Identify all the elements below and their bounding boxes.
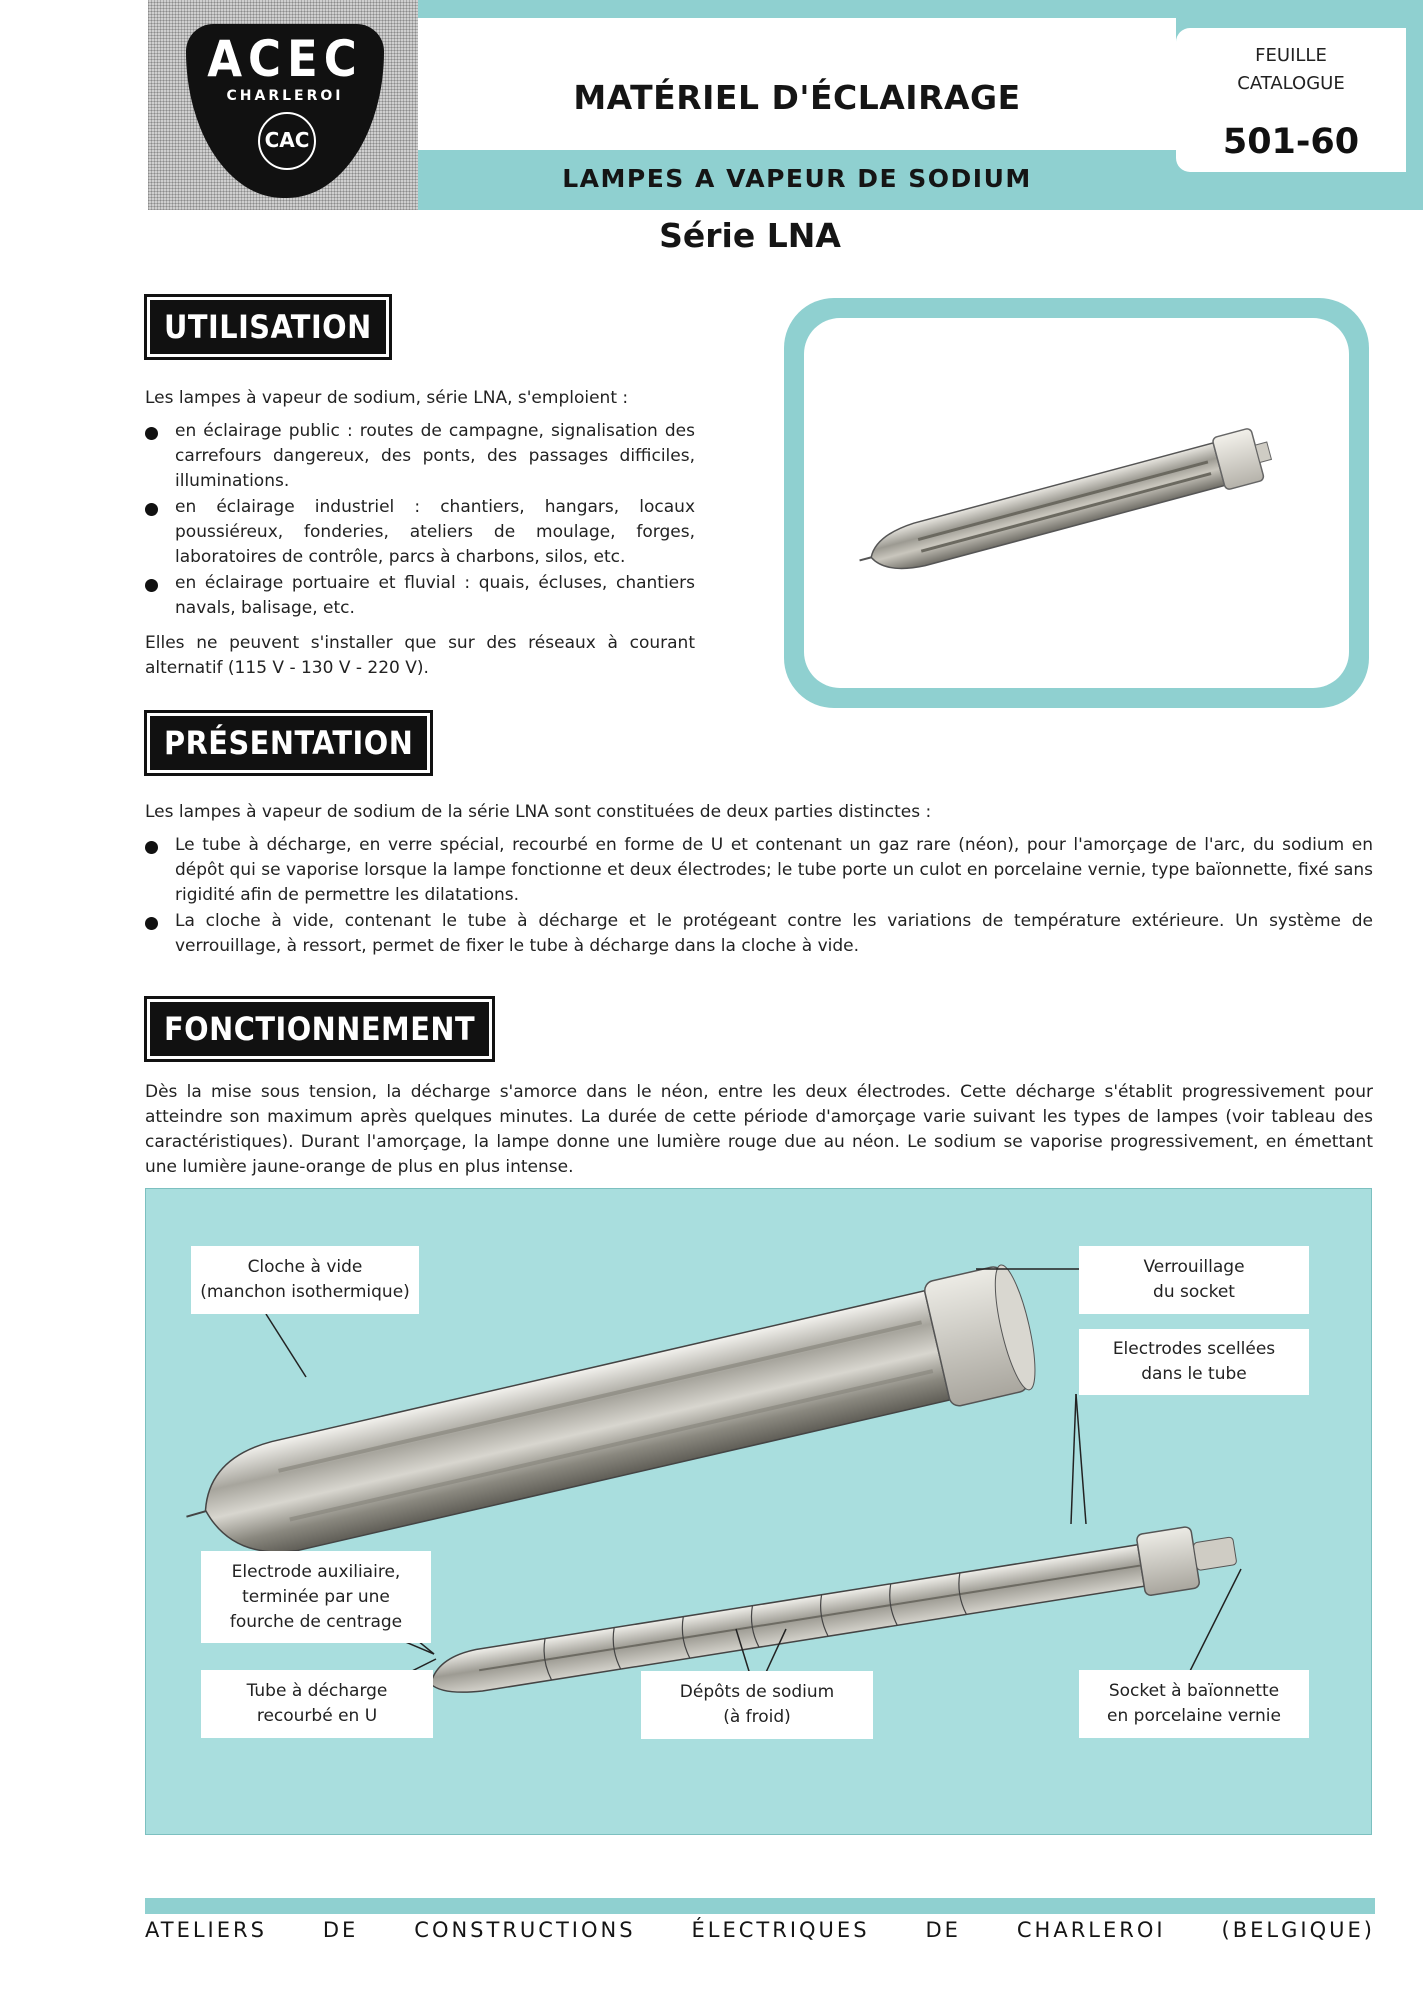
fonctionnement-text: Dès la mise sous tension, la décharge s'amorce dans le néon, entre les deux électrodes. Cette décharge s'établit progressivement pour atteindre son maximum après quelques minutes. La durée de cette période d'amorçage varie suivant les types de lampes (voir tableau des caractéristiques). Durant l'amorçage, la lampe donne une lumière rouge due au néon. Le sodium se vaporise progressivement, en émettant une lumière jaune-orange de plus en plus intense. [145,1082,1373,1177]
footer-word: DE [925,1918,961,1942]
utilisation-note: Elles ne peuvent s'installer que sur des réseaux à courant alternatif (115 V - 130 V - 220 V). [145,633,695,678]
label-electrodes: Electrodes scellées dans le tube [1079,1329,1309,1395]
lamp-photo [804,318,1349,688]
catalog-number: 501-60 [1222,122,1360,162]
bullet-icon [145,427,158,440]
utilisation-section [145,386,695,681]
label-electrode-auxiliaire: Electrode auxiliaire, terminée par une fourche de centrage [201,1551,431,1643]
logo-emblem-text: CAC [264,128,310,152]
logo-city: CHARLEROI [226,88,344,104]
catalog-label-line1: FEUILLE [1255,45,1327,66]
logo-emblem [258,112,316,170]
footer-word: ATELIERS [145,1918,267,1942]
label-tube-decharge: Tube à décharge recourbé en U [201,1670,433,1738]
footer-word: CONSTRUCTIONS [414,1918,636,1942]
bullet-icon [145,917,158,930]
list-item: en éclairage public : routes de campagne, signalisation des carrefours dangereux, des ponts, des passages difficiles, illuminations. [145,419,695,494]
bullet-icon [145,503,158,516]
section-heading-utilisation: UTILISATION [150,300,386,354]
footer-word: CHARLEROI [1016,1918,1166,1942]
label-depots-sodium: Dépôts de sodium (à froid) [641,1671,873,1739]
label-socket: Socket à baïonnette en porcelaine vernie [1079,1670,1309,1738]
lamp-illustration [804,318,1349,688]
bullet-icon [145,579,158,592]
label-verrouillage: Verrouillage du socket [1079,1246,1309,1314]
list-item: en éclairage industriel : chantiers, hangars, locaux poussiéreux, fonderies, ateliers de moulage, forges, laboratoires de contrôle, parcs à charbons, silos, etc. [145,495,695,570]
presentation-intro: Les lampes à vapeur de sodium de la série LNA sont constituées de deux parties distinctes : [145,802,932,822]
page-title: MATÉRIEL D'ÉCLAIRAGE [573,78,1021,117]
section-heading-presentation: PRÉSENTATION [150,716,427,770]
catalog-label [1176,42,1406,98]
page-subtitle: LAMPES A VAPEUR DE SODIUM [562,164,1032,193]
utilisation-intro: Les lampes à vapeur de sodium, série LNA, s'emploient : [145,388,629,408]
footer-word: DE [322,1918,359,1942]
label-cloche: Cloche à vide (manchon isothermique) [191,1246,419,1314]
series-title: Série LNA [659,216,841,255]
catalog-label-line2: CATALOGUE [1237,73,1345,94]
logo-name: ACEC [207,30,363,88]
footer [145,1918,1375,1942]
list-item: Le tube à décharge, en verre spécial, recourbé en forme de U et contenant un gaz rare (néon), pour l'amorçage de l'arc, du sodium en dépôt qui se vaporise lorsque la lampe fonctionne et deux électrodes; le tube porte un culot en porcelaine vernie, type baïonnette, fixé sans rigidité afin de permettre les dilatations. [145,833,1373,908]
section-heading-fonctionnement: FONCTIONNEMENT [150,1002,489,1056]
bullet-icon [145,841,158,854]
header-band-top [418,0,1176,18]
presentation-section [145,800,1373,959]
list-item: La cloche à vide, contenant le tube à décharge et le protégeant contre les variations de température extérieure. Un système de verrouillage, à ressort, permet de fixer le tube à décharge dans la cloche à vide. [145,909,1373,959]
header-title-panel [418,0,1176,150]
lamp-diagram [145,1188,1372,1835]
list-item: en éclairage portuaire et fluvial : quais, écluses, chantiers navals, balisage, etc. [145,571,695,621]
footer-word: ÉLECTRIQUES [691,1918,870,1942]
footer-word: (BELGIQUE) [1221,1918,1375,1942]
footer-band [145,1898,1375,1914]
